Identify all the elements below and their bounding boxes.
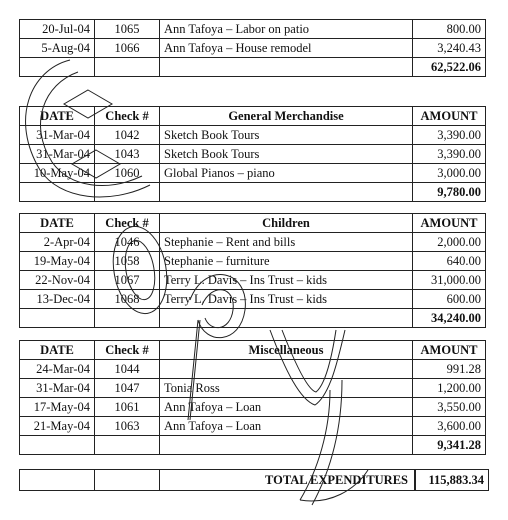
date-cell: 31-Mar-04: [20, 379, 95, 398]
date-cell: 5-Aug-04: [20, 39, 95, 58]
check-cell: 1047: [95, 379, 160, 398]
category-header: General Merchandise: [160, 107, 413, 126]
date-cell: 10-May-04: [20, 164, 95, 183]
check-cell: 1063: [95, 417, 160, 436]
date-cell: 20-Jul-04: [20, 20, 95, 39]
description-cell: Ann Tafoya – House remodel: [160, 39, 413, 58]
header-row: [20, 214, 486, 233]
check-cell: 1067: [95, 271, 160, 290]
grand-total-row: [20, 470, 489, 491]
date-cell: 13-Dec-04: [20, 290, 95, 309]
amount-cell: 3,550.00: [413, 398, 486, 417]
labor-table: [19, 19, 486, 77]
amount-cell: 31,000.00: [413, 271, 486, 290]
description-cell: Sketch Book Tours: [160, 145, 413, 164]
amount-cell: 3,000.00: [413, 164, 486, 183]
table-row: [20, 379, 486, 398]
date-cell: 17-May-04: [20, 398, 95, 417]
total-row: [20, 309, 486, 328]
amount-header: AMOUNT: [413, 214, 486, 233]
check-cell: 1060: [95, 164, 160, 183]
date-header: DATE: [20, 341, 95, 360]
grand-total-label: TOTAL EXPENDITURES: [160, 470, 416, 491]
table-row: [20, 164, 486, 183]
table-row: [20, 145, 486, 164]
section-total: 9,341.28: [413, 436, 486, 455]
check-cell: 1061: [95, 398, 160, 417]
table-row: [20, 20, 486, 39]
amount-cell: 3,240.43: [413, 39, 486, 58]
date-header: DATE: [20, 107, 95, 126]
date-cell: 31-Mar-04: [20, 145, 95, 164]
table-row: [20, 398, 486, 417]
grand-total-table: [19, 469, 489, 491]
amount-cell: 1,200.00: [413, 379, 486, 398]
date-cell: 31-Mar-04: [20, 126, 95, 145]
section-total: 9,780.00: [413, 183, 486, 202]
miscellaneous-table: [19, 340, 486, 455]
description-cell: [160, 360, 413, 379]
section-total: 62,522.06: [413, 58, 486, 77]
table-row: [20, 233, 486, 252]
grand-total-amount: 115,883.34: [415, 470, 489, 491]
description-cell: Stephanie – furniture: [160, 252, 413, 271]
description-cell: Terry L. Davis – Ins Trust – kids: [160, 290, 413, 309]
category-header: Children: [160, 214, 413, 233]
check-cell: 1058: [95, 252, 160, 271]
check-cell: 1046: [95, 233, 160, 252]
total-row: [20, 58, 486, 77]
description-cell: Ann Tafoya – Labor on patio: [160, 20, 413, 39]
date-cell: 2-Apr-04: [20, 233, 95, 252]
children-table: [19, 213, 486, 328]
amount-cell: 3,390.00: [413, 126, 486, 145]
amount-cell: 600.00: [413, 290, 486, 309]
header-row: [20, 341, 486, 360]
description-cell: Stephanie – Rent and bills: [160, 233, 413, 252]
category-header: Miscellaneous: [160, 341, 413, 360]
table-row: [20, 360, 486, 379]
header-row: [20, 107, 486, 126]
date-cell: 21-May-04: [20, 417, 95, 436]
table-row: [20, 126, 486, 145]
check-cell: 1066: [95, 39, 160, 58]
total-row: [20, 183, 486, 202]
amount-header: AMOUNT: [413, 341, 486, 360]
check-cell: 1042: [95, 126, 160, 145]
check-cell: 1065: [95, 20, 160, 39]
table-row: [20, 290, 486, 309]
table-row: [20, 417, 486, 436]
check-header: Check #: [95, 214, 160, 233]
amount-header: AMOUNT: [413, 107, 486, 126]
check-header: Check #: [95, 107, 160, 126]
amount-cell: 640.00: [413, 252, 486, 271]
description-cell: Tonia Ross: [160, 379, 413, 398]
amount-cell: 3,600.00: [413, 417, 486, 436]
date-cell: 22-Nov-04: [20, 271, 95, 290]
date-header: DATE: [20, 214, 95, 233]
amount-cell: 800.00: [413, 20, 486, 39]
check-header: Check #: [95, 341, 160, 360]
description-cell: Ann Tafoya – Loan: [160, 398, 413, 417]
table-row: [20, 39, 486, 58]
total-row: [20, 436, 486, 455]
date-cell: 24-Mar-04: [20, 360, 95, 379]
section-total: 34,240.00: [413, 309, 486, 328]
description-cell: Ann Tafoya – Loan: [160, 417, 413, 436]
table-row: [20, 271, 486, 290]
description-cell: Global Pianos – piano: [160, 164, 413, 183]
check-cell: 1044: [95, 360, 160, 379]
amount-cell: 991.28: [413, 360, 486, 379]
description-cell: Terry L. Davis – Ins Trust – kids: [160, 271, 413, 290]
amount-cell: 3,390.00: [413, 145, 486, 164]
table-row: [20, 252, 486, 271]
general-merchandise-table: [19, 106, 486, 202]
date-cell: 19-May-04: [20, 252, 95, 271]
check-cell: 1043: [95, 145, 160, 164]
description-cell: Sketch Book Tours: [160, 126, 413, 145]
check-cell: 1068: [95, 290, 160, 309]
amount-cell: 2,000.00: [413, 233, 486, 252]
